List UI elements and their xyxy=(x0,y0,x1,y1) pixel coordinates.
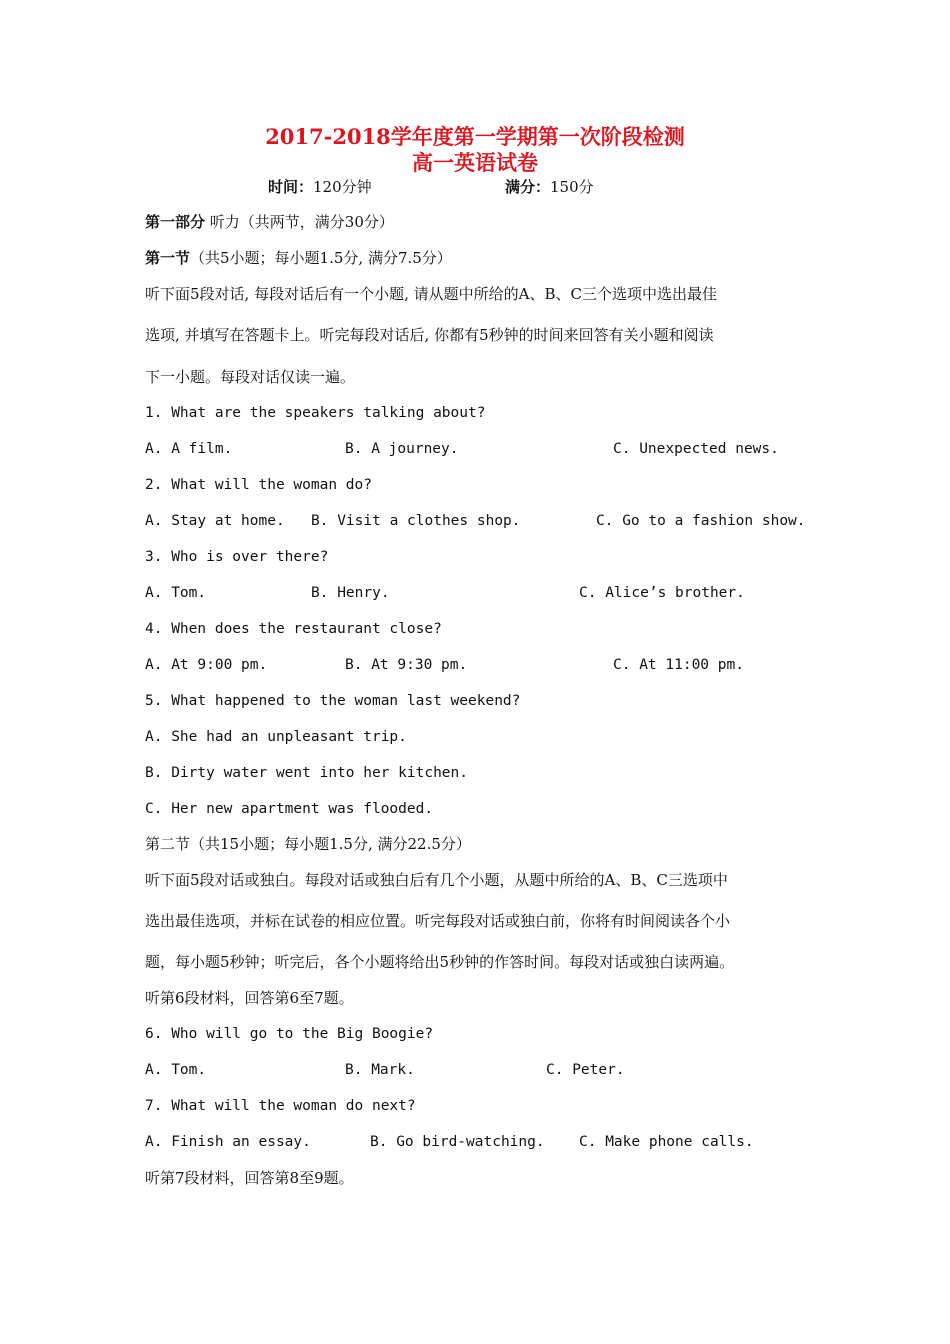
part1-heading xyxy=(145,211,394,233)
q5-option-a: A. She had an unpleasant trip. xyxy=(145,729,407,745)
q7-option-a: A. Finish an essay. xyxy=(145,1134,311,1150)
section2-instruction: 听下面5段对话或独白。每段对话或独白后有几个小题，从题中所给的A、B、C三选项中 xyxy=(145,871,728,889)
q7-option-c: C. Make phone calls. xyxy=(579,1134,754,1150)
question-3: 3. Who is over there? xyxy=(145,549,329,565)
q3-option-b: B. Henry. xyxy=(311,585,390,601)
q4-option-b: B. At 9:30 pm. xyxy=(345,657,468,673)
question-7: 7. What will the woman do next? xyxy=(145,1098,416,1114)
q6-option-b: B. Mark. xyxy=(345,1062,415,1078)
question-6: 6. Who will go to the Big Boogie? xyxy=(145,1026,434,1042)
q5-option-b: B. Dirty water went into her kitchen. xyxy=(145,765,469,781)
q2-option-b: B. Visit a clothes shop. xyxy=(311,513,521,529)
part1-heading-bold: 第一部分 xyxy=(145,213,206,231)
time-value: 120分钟 xyxy=(313,178,372,196)
question-2: 2. What will the woman do? xyxy=(145,477,372,493)
exam-subtitle: 高一英语试卷 xyxy=(412,150,538,175)
material-7-note: 听第7段材料，回答第8至9题。 xyxy=(145,1169,354,1187)
section2-heading: 第二节（共15小题；每小题1.5分, 满分22.5分） xyxy=(145,835,471,853)
q4-option-c: C. At 11:00 pm. xyxy=(613,657,744,673)
section1-heading-rest: （共5小题；每小题1.5分, 满分7.5分） xyxy=(190,249,452,267)
material-6-note: 听第6段材料，回答第6至7题。 xyxy=(145,989,354,1007)
q6-option-a: A. Tom. xyxy=(145,1062,207,1078)
score-label: 满分： xyxy=(505,178,551,196)
q2-option-a: A. Stay at home. xyxy=(145,513,285,529)
q3-option-c: C. Alice’s brother. xyxy=(579,585,745,601)
question-5: 5. What happened to the woman last weekend? xyxy=(145,693,521,709)
q6-option-c: C. Peter. xyxy=(546,1062,625,1078)
q1-option-b: B. A journey. xyxy=(345,441,459,457)
exam-title: 2017-2018学年度第一学期第一次阶段检测 xyxy=(265,124,685,149)
question-1: 1. What are the speakers talking about? xyxy=(145,405,486,421)
question-4: 4. When does the restaurant close? xyxy=(145,621,442,637)
section1-heading xyxy=(145,247,452,269)
section1-heading-bold: 第一节 xyxy=(145,249,191,267)
section1-instruction: 下一小题。每段对话仅读一遍。 xyxy=(145,368,356,386)
section2-instruction: 题，每小题5秒钟；听完后，各个小题将给出5秒钟的作答时间。每段对话或独白读两遍。 xyxy=(145,953,735,971)
section2-instruction: 选出最佳选项，并标在试卷的相应位置。听完每段对话或独白前，你将有时间阅读各个小 xyxy=(145,912,731,930)
score-value: 150分 xyxy=(550,178,594,196)
q3-option-a: A. Tom. xyxy=(145,585,207,601)
q1-option-c: C. Unexpected news. xyxy=(613,441,779,457)
q5-option-c: C. Her new apartment was flooded. xyxy=(145,801,434,817)
q4-option-a: A. At 9:00 pm. xyxy=(145,657,268,673)
q2-option-c: C. Go to a fashion show. xyxy=(596,513,806,529)
part1-heading-rest: 听力（共两节，满分30分） xyxy=(205,213,394,231)
q1-option-a: A. A film. xyxy=(145,441,233,457)
q7-option-b: B. Go bird-watching. xyxy=(370,1134,545,1150)
exam-time xyxy=(268,176,372,198)
time-label: 时间： xyxy=(268,178,314,196)
section1-instruction: 听下面5段对话, 每段对话后有一个小题, 请从题中所给的A、B、C三个选项中选出最佳 xyxy=(145,285,717,303)
exam-score xyxy=(505,176,594,198)
section1-instruction: 选项, 并填写在答题卡上。听完每段对话后, 你都有5秒钟的时间来回答有关小题和阅读 xyxy=(145,326,714,344)
